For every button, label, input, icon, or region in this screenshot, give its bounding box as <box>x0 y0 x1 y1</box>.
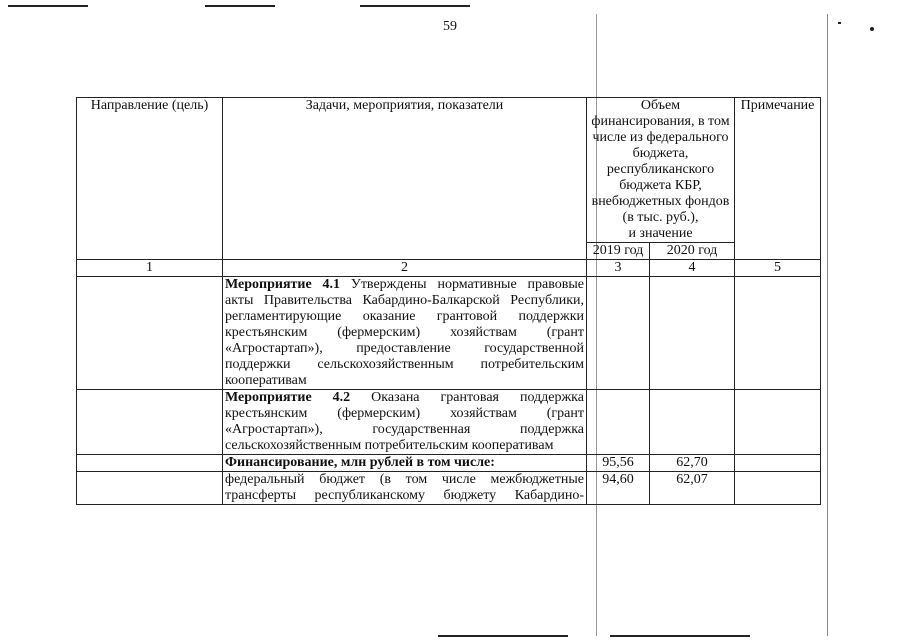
column-number: 5 <box>735 260 821 277</box>
financing-label: Финансирование, млн рублей в том числе: <box>223 455 587 472</box>
header-volume-line: бюджета, <box>632 146 689 161</box>
financing-2020-value: 62,70 <box>650 455 735 472</box>
column-number: 1 <box>77 260 223 277</box>
header-volume-line: (в тыс. руб.), <box>622 210 699 225</box>
header-tasks: Задачи, мероприятия, показатели <box>223 98 587 260</box>
financing-2019-value: 95,56 <box>587 455 650 472</box>
header-volume-line: республиканского <box>606 162 715 177</box>
scan-line <box>8 5 88 7</box>
table-cell <box>735 472 821 505</box>
measure-label: Мероприятие 4.2 <box>225 390 351 405</box>
header-year-2020: 2020 год <box>650 243 735 260</box>
table-cell <box>587 390 650 455</box>
federal-budget-line: федеральный бюджет (в том числе межбюджетные <box>225 472 584 487</box>
column-number: 3 <box>587 260 650 277</box>
table-row <box>77 455 821 472</box>
scan-line <box>610 635 750 637</box>
financing-table <box>76 97 821 505</box>
table-header-row <box>77 98 821 243</box>
header-volume-line: бюджета КБР, <box>619 178 702 193</box>
table-cell <box>735 390 821 455</box>
scan-line <box>870 27 874 31</box>
federal-budget-line: трансферты республиканскому бюджету Кабардино- <box>225 488 584 503</box>
header-year-2019: 2019 год <box>587 243 650 260</box>
scan-line <box>827 14 828 636</box>
table-cell <box>77 455 223 472</box>
table-cell <box>650 277 735 390</box>
federal-2019-value: 94,60 <box>587 472 650 505</box>
scan-line <box>360 5 470 7</box>
table-cell <box>735 277 821 390</box>
table-row <box>77 277 821 390</box>
table-row <box>77 390 821 455</box>
table-cell <box>77 277 223 390</box>
header-volume-line: финансирования, в том <box>591 114 730 129</box>
page-number: 59 <box>443 19 457 34</box>
table-column-numbers-row <box>77 260 821 277</box>
scan-line <box>438 635 568 637</box>
measure-4-1-cell <box>223 277 587 390</box>
scan-line <box>838 22 841 24</box>
measure-label: Мероприятие 4.1 <box>225 277 341 292</box>
table-cell <box>735 455 821 472</box>
header-note: Примечание <box>735 98 821 260</box>
column-number: 4 <box>650 260 735 277</box>
header-volume-line: числе из федерального <box>592 130 729 145</box>
header-direction: Направление (цель) <box>77 98 223 260</box>
table-cell <box>587 277 650 390</box>
header-volume-line: и значение <box>628 226 693 241</box>
header-volume-line: внебюджетных фондов <box>591 194 730 209</box>
table-cell <box>650 390 735 455</box>
measure-text: Утверждены нормативные правовые акты Правительства Кабардино-Балкарской Республики, регламентирующие оказание грантовой поддержки крестьянским (фермерским) хозяйствам (грант «Агростартап»), предоставление государственной поддержки сельскохозяйственным потребительским кооперативам <box>225 277 584 388</box>
scan-line <box>205 5 275 7</box>
table-cell <box>77 472 223 505</box>
federal-2020-value: 62,07 <box>650 472 735 505</box>
table-cell <box>77 390 223 455</box>
header-volume <box>587 98 735 243</box>
federal-budget-cell <box>223 472 587 505</box>
column-number: 2 <box>223 260 587 277</box>
header-volume-line: Объем <box>640 98 681 113</box>
table-row <box>77 472 821 505</box>
measure-4-2-cell <box>223 390 587 455</box>
measure-text: Оказана грантовая поддержка крестьянским (фермерским) хозяйствам (грант «Агростартап»), государственная поддержка сельскохозяйственным потребительским кооперативам <box>225 390 584 453</box>
